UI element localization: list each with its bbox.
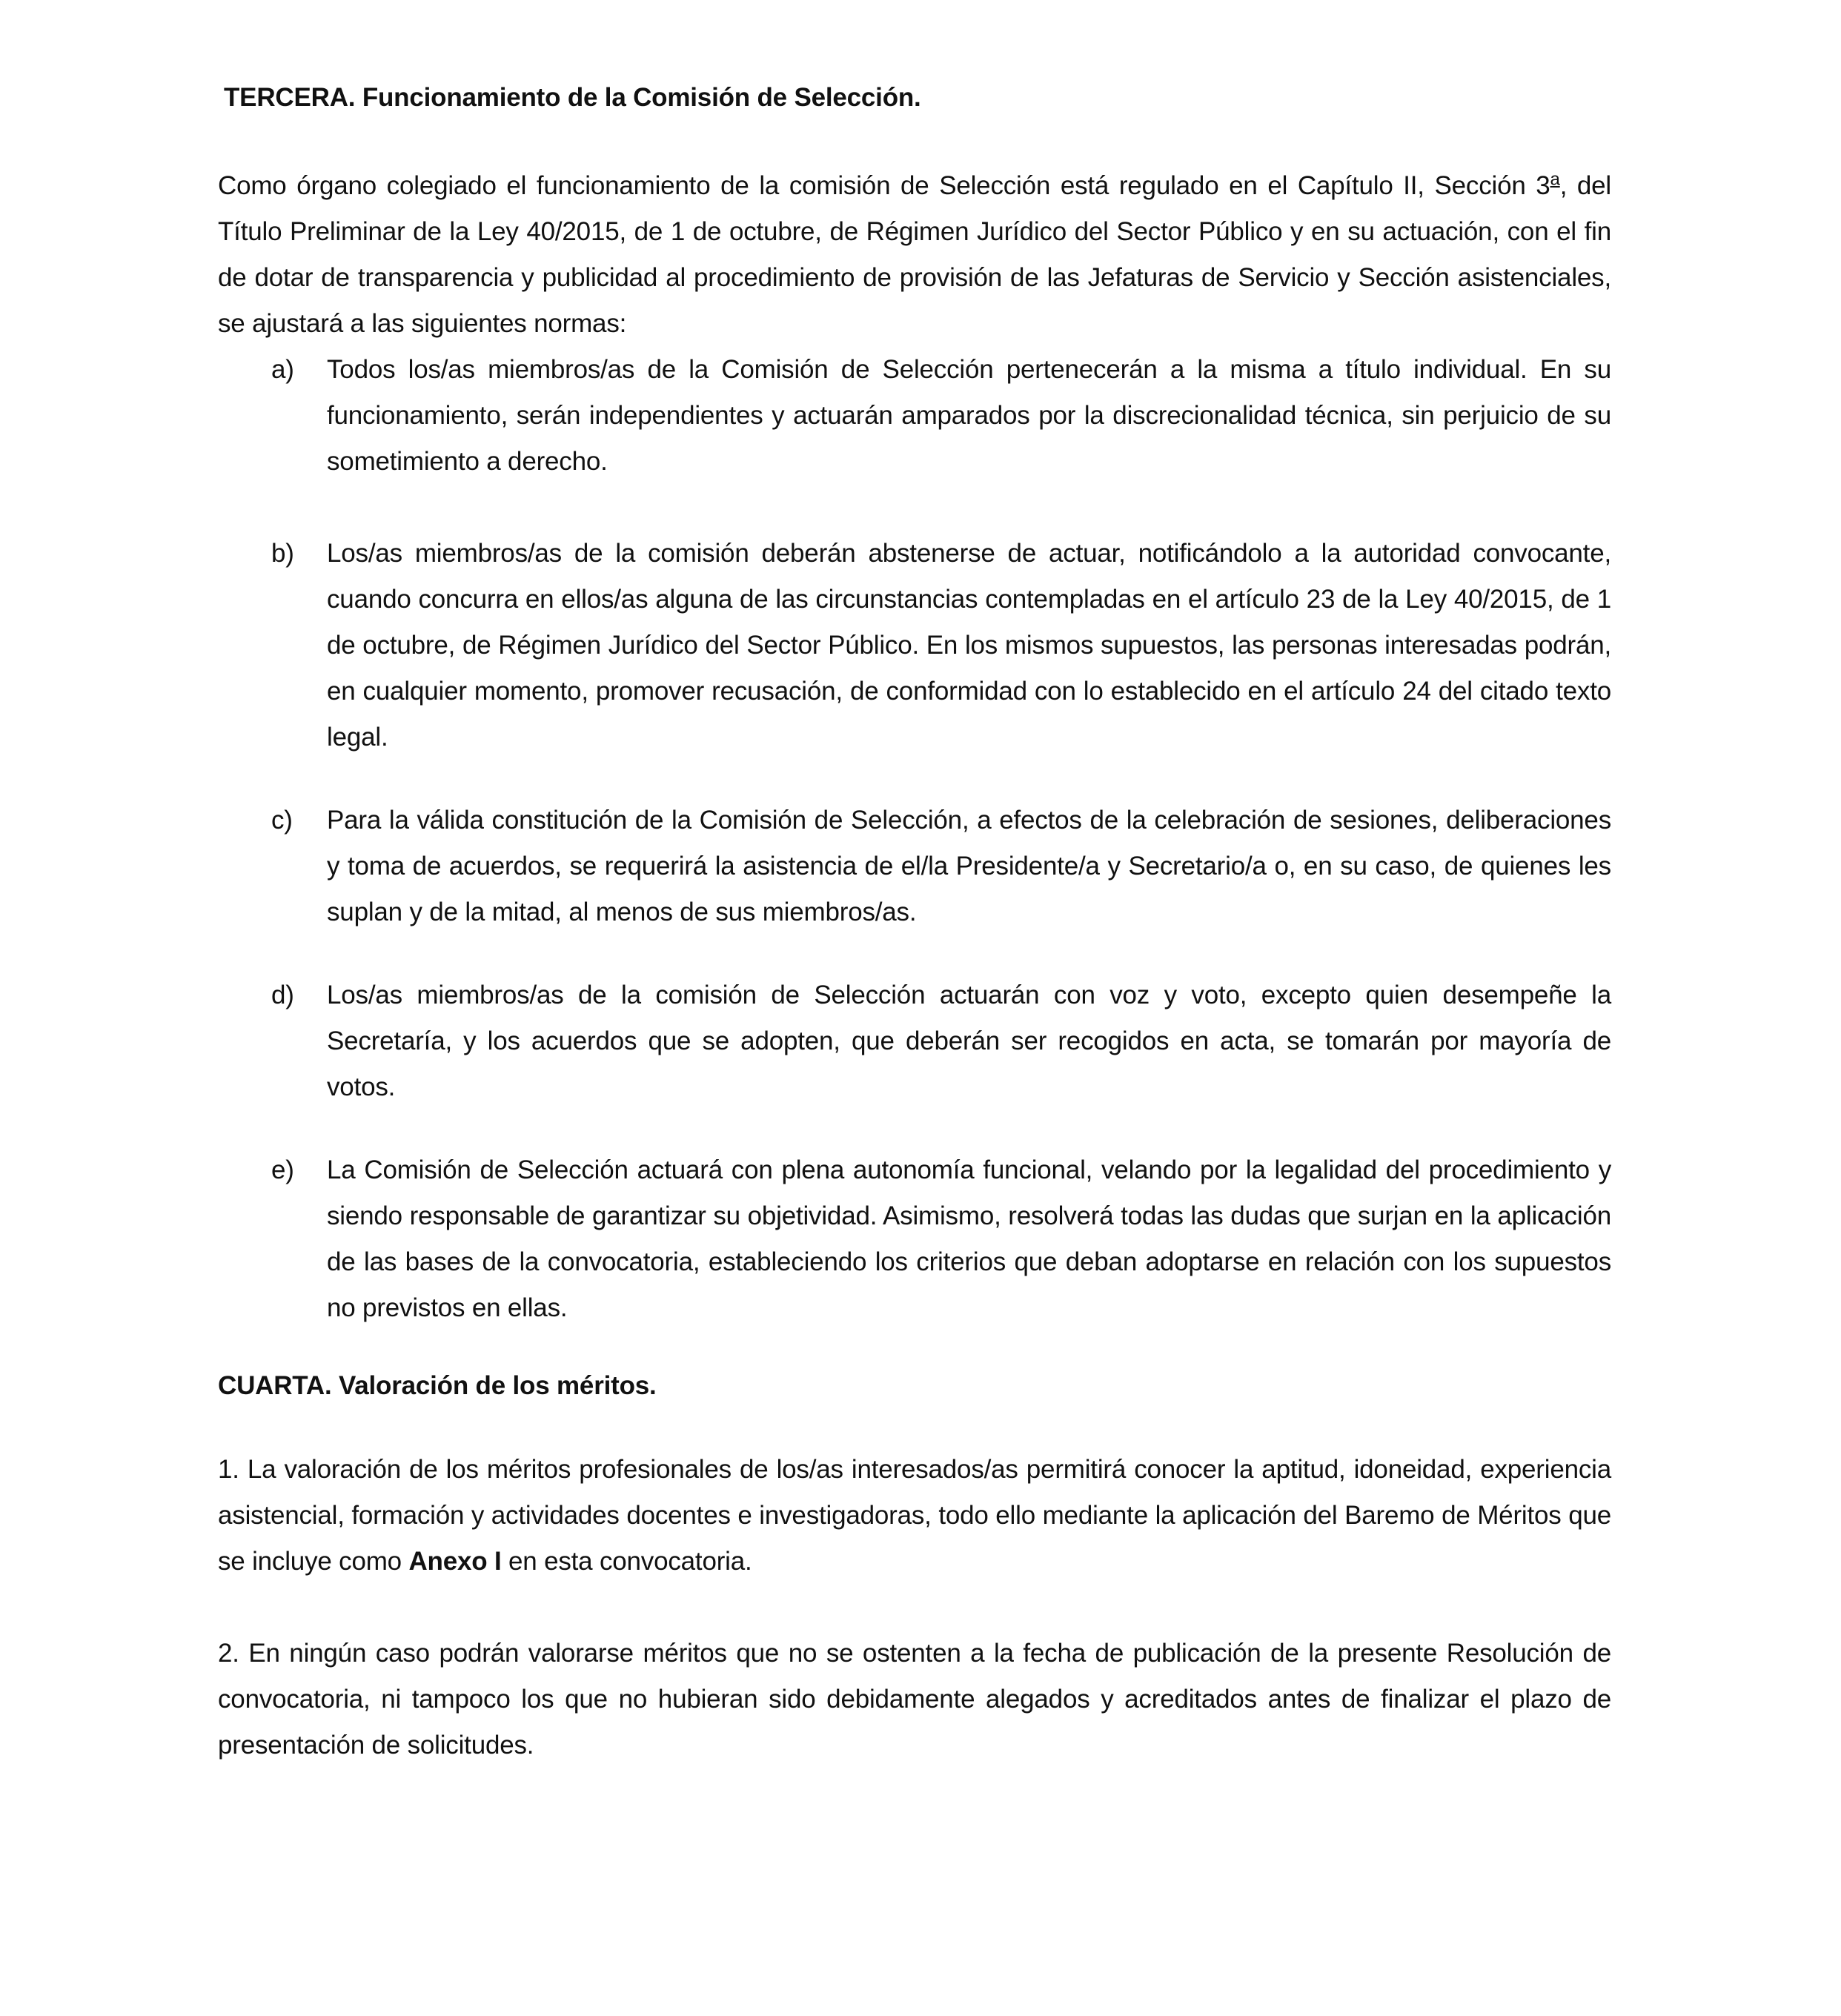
list-item [218, 798, 1611, 935]
list-item-text: Los/as miembros/as de la comisión deberán abstenerse de actuar, notificándolo a la autoridad convocante, cuando concurra en ellos/as alguna de las circunstancias contempladas en el artículo 23 de la Ley 40/2015, de 1 de octubre, de Régimen Jurídico del Sector Público. En los mismos supuestos, las personas interesadas podrán, en cualquier momento, promover recusación, de conformidad con lo establecido en el artículo 24 del citado texto legal. [327, 539, 1611, 752]
list-item-text: Para la válida constitución de la Comisión de Selección, a efectos de la celebración de sesiones, deliberaciones y toma de acuerdos, se requerirá la asistencia de el/la Presidente/a y Secretario/a o, en su caso, de quienes les suplan y de la mitad, al menos de sus miembros/as. [327, 806, 1611, 926]
list-item [218, 347, 1611, 485]
tercera-intro-paragraph [218, 163, 1611, 347]
list-marker: b) [271, 539, 294, 568]
list-marker: a) [271, 355, 294, 384]
list-item-text: Todos los/as miembros/as de la Comisión de Selección pertenecerán a la misma a título individual. En su funcionamiento, serán independientes y actuarán amparados por la discrecionalidad técnica, sin perjuicio de su sometimiento a derecho. [327, 355, 1611, 476]
list-marker: e) [271, 1155, 294, 1184]
list-item-text: La Comisión de Selección actuará con plena autonomía funcional, velando por la legalidad del procedimiento y siendo responsable de garantizar su objetividad. Asimismo, resolverá todas las dudas que surjan en la aplicación de las bases de la convocatoria, estableciendo los criterios que deban adoptarse en relación con los supuestos no previstos en ellas. [327, 1155, 1611, 1322]
spacer [218, 1404, 1611, 1447]
intro-text-start: Como órgano colegiado el funcionamiento de la comisión de Selección está regulado en el Capítulo II, Sección 3 [218, 171, 1550, 200]
list-item-text: Los/as miembros/as de la comisión de Selección actuarán con voz y voto, excepto quien desempeñe la Secretaría, y los acuerdos que se adopten, que deberán ser recogidos en acta, se tomarán por mayoría de votos. [327, 981, 1611, 1101]
spacer [218, 1585, 1611, 1631]
annex-reference: Anexo I [408, 1547, 502, 1576]
list-item [218, 531, 1611, 760]
list-item [218, 1147, 1611, 1331]
list-item [218, 972, 1611, 1110]
section-heading-cuarta: CUARTA. Valoración de los méritos. [218, 1371, 657, 1400]
spacer [218, 116, 1611, 163]
document-body [218, 80, 1611, 1768]
list-marker: c) [271, 806, 293, 835]
list-marker: d) [271, 981, 294, 1009]
norms-list [218, 347, 1611, 1331]
cuarta-paragraph-2: 2. En ningún caso podrán valorarse méritos que no se ostenten a la fecha de publicación de la presente Resolución de convocatoria, ni tampoco los que no hubieran sido debidamente alegados y acreditados antes de finalizar el plazo de presentación de solicitudes. [218, 1639, 1611, 1760]
section-heading-tercera: TERCERA. Funcionamiento de la Comisión de Selección. [224, 83, 921, 112]
ordinal-indicator: a [1550, 169, 1560, 190]
paragraph-text-end: en esta convocatoria. [501, 1547, 752, 1576]
cuarta-paragraph-1 [218, 1447, 1611, 1585]
intro-text-end: , del Título Preliminar de la Ley 40/2015, de 1 de octubre, de Régimen Jurídico del Sector Público y en su actuación, con el fin de dotar de transparencia y publicidad al procedimiento de provisión de las Jefaturas de Servicio y Sección asistenciales, se ajustará a las siguientes normas: [218, 171, 1611, 338]
spacer [218, 1331, 1611, 1368]
paragraph-text-start: 1. La valoración de los méritos profesionales de los/as interesados/as permitirá conocer la aptitud, idoneidad, experiencia asistencial, formación y actividades docentes e investigadoras, todo ello mediante la aplicación del Baremo de Méritos que se incluye como [218, 1455, 1611, 1576]
